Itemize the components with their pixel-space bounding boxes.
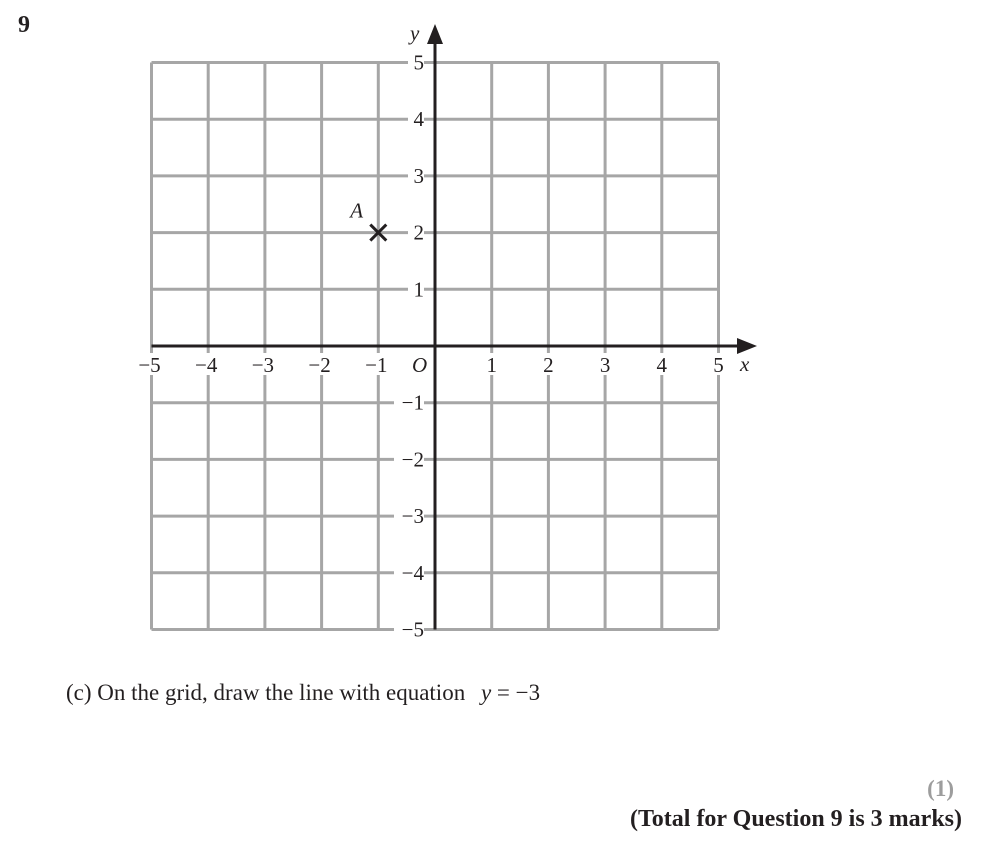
- x-tick-label: −2: [308, 353, 331, 377]
- y-tick-label: 4: [413, 107, 424, 132]
- x-tick-label: 3: [599, 353, 611, 377]
- x-tick-label: 2: [543, 353, 554, 377]
- y-tick-label: 1: [413, 277, 424, 302]
- y-axis-arrow-icon: [427, 24, 443, 44]
- y-tick-label: −1: [401, 390, 424, 415]
- x-axis-label: x: [740, 352, 750, 376]
- x-tick-label: 1: [486, 353, 497, 377]
- x-tick-label: −3: [251, 353, 275, 377]
- y-tick-label: −3: [401, 504, 424, 529]
- y-tick-label: 2: [413, 220, 424, 245]
- x-tick-label: −1: [365, 353, 388, 377]
- equation-value: = −3: [491, 680, 541, 705]
- part-label: (c): [66, 680, 92, 705]
- y-tick-label: −2: [401, 447, 424, 472]
- x-tick-label: −5: [138, 353, 161, 377]
- question-number: 9: [18, 12, 30, 38]
- part-text: On the grid, draw the line with equation: [97, 680, 466, 705]
- part-marks: (1): [927, 776, 954, 801]
- equation: [481, 680, 540, 705]
- x-tick-label: 4: [656, 353, 668, 377]
- y-tick-label: 3: [413, 163, 424, 188]
- y-axis-label: y: [410, 21, 420, 45]
- part-c-question: [66, 680, 540, 706]
- y-tick-label: −5: [401, 617, 424, 642]
- y-tick-label: −4: [401, 560, 424, 585]
- y-tick-label: 5: [413, 50, 424, 75]
- x-tick-label: −4: [195, 353, 218, 377]
- x-tick-label: 5: [713, 353, 724, 377]
- point-label: A: [350, 198, 364, 223]
- equation-variable: y: [480, 680, 492, 705]
- total-marks: (Total for Question 9 is 3 marks): [629, 806, 962, 832]
- origin-label: O: [412, 353, 428, 377]
